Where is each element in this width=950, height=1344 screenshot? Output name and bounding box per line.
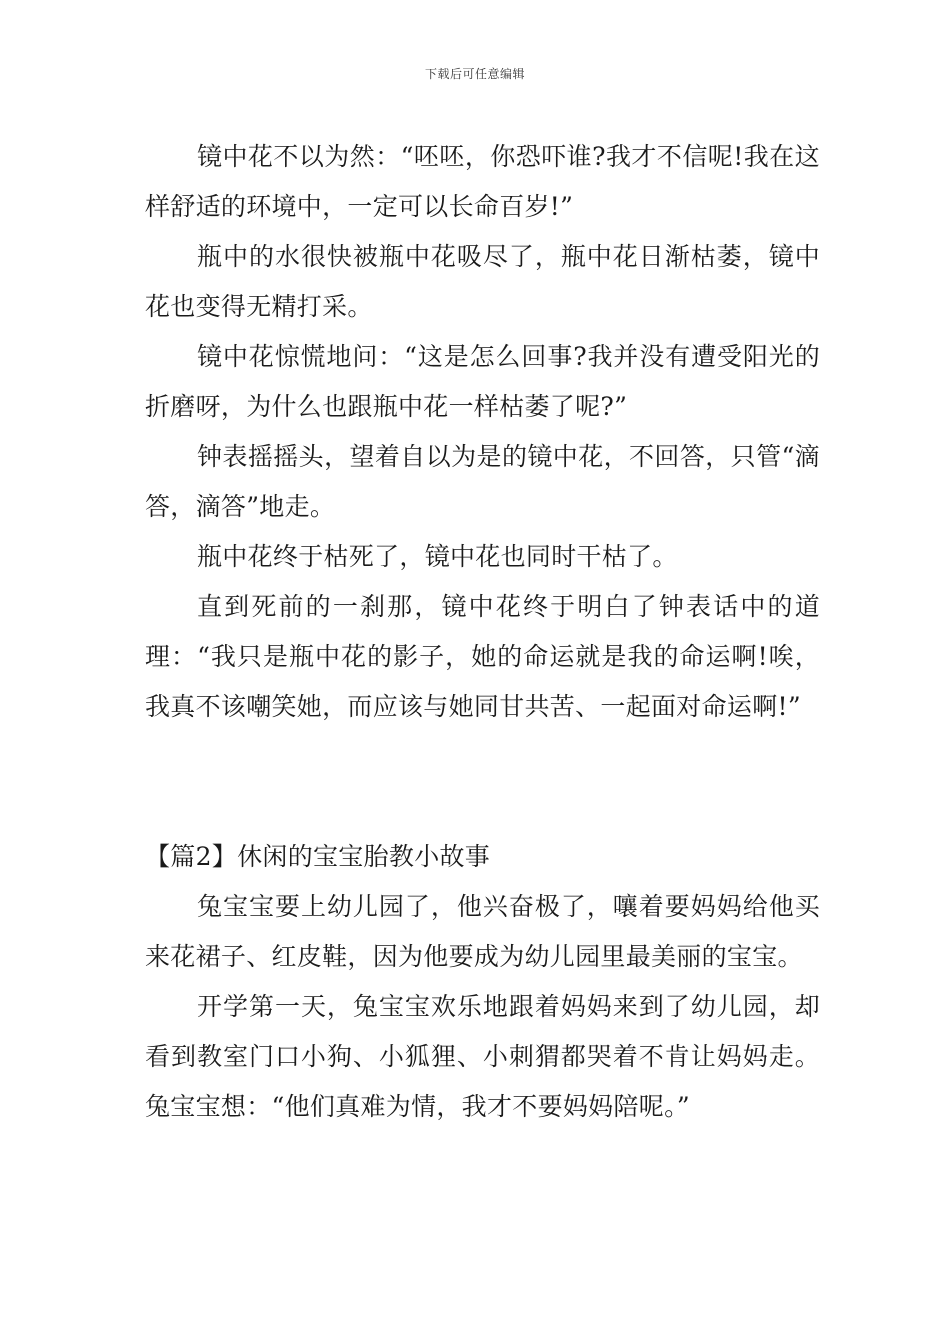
story-2 [145,832,820,1132]
paragraph: 镜中花不以为然：“呸呸，你恐吓谁?我才不信呢!我在这样舒适的环境中，一定可以长命百岁!” [145,142,820,221]
section-heading: 【篇2】休闲的宝宝胎教小故事 [145,842,491,871]
paragraph: 瓶中花终于枯死了，镜中花也同时干枯了。 [197,542,678,571]
paragraph: 直到死前的一刹那，镜中花终于明白了钟表话中的道理：“我只是瓶中花的影子，她的命运就是我的命运啊!唉，我真不该嘲笑她，而应该与她同甘共苦、一起面对命运啊!” [145,592,820,721]
story-1 [145,132,820,732]
page-header: 下载后可任意编辑 [424,67,525,81]
document-body [145,132,820,1132]
paragraph: 兔宝宝要上幼儿园了，他兴奋极了，嚷着要妈妈给他买来花裙子、红皮鞋，因为他要成为幼儿园里最美丽的宝宝。 [145,892,820,971]
paragraph: 镜中花惊慌地问：“这是怎么回事?我并没有遭受阳光的折磨呀，为什么也跟瓶中花一样枯萎了呢?” [145,342,820,421]
paragraph: 开学第一天，兔宝宝欢乐地跟着妈妈来到了幼儿园，却看到教室门口小狗、小狐狸、小刺猬都哭着不肯让妈妈走。兔宝宝想：“他们真难为情，我才不要妈妈陪呢。” [145,992,820,1121]
paragraph: 钟表摇摇头，望着自以为是的镜中花，不回答，只管“滴答，滴答”地走。 [145,442,820,521]
paragraph: 瓶中的水很快被瓶中花吸尽了，瓶中花日渐枯萎，镜中花也变得无精打采。 [145,242,820,321]
